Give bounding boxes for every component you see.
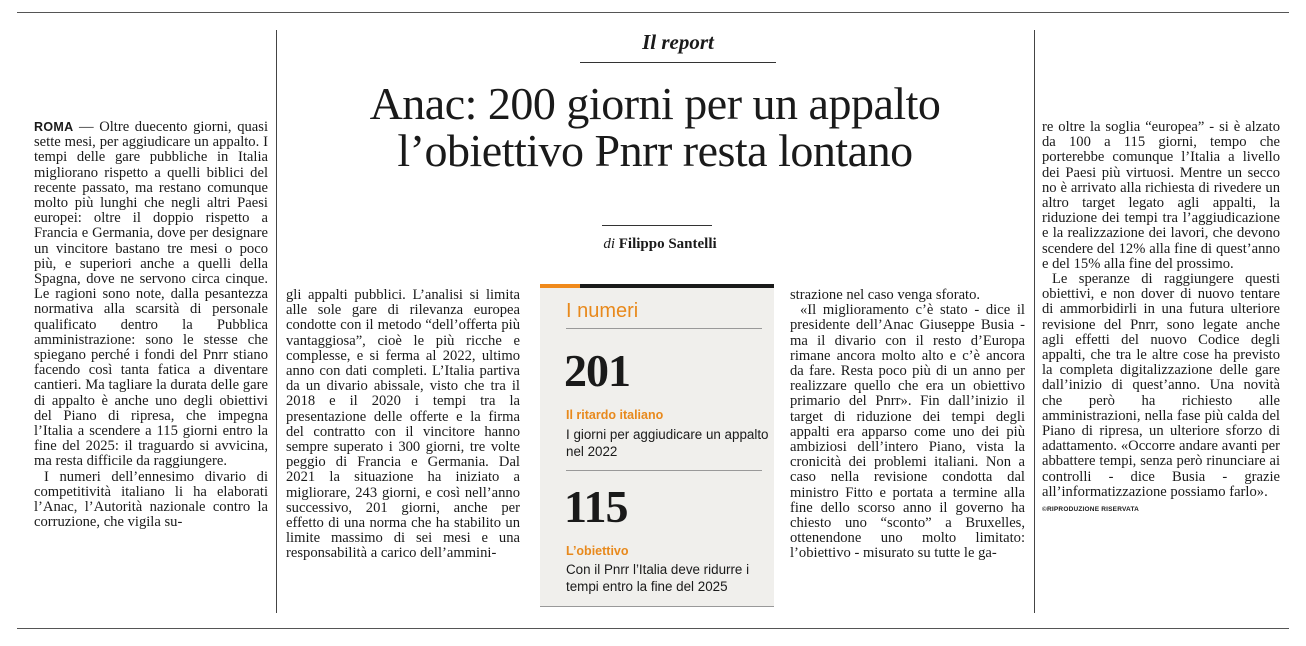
article-paragraph: «Il miglioramento c’è stato - dice il presidente dell’Anac Giuseppe Busia - ma il divario con il resto d’Europa rimane ancora molto alto e c’è ancora da fare. Resta poco più di un anno per realizzare quello che era un obiettivo primario del Pnrr». Fin dall’inizio il target di riduzione dei tempi degli appalti era apparso come uno dei più ambiziosi dell’intero Piano, vista la cronicità dei problemi italiani. Non a caso nella revisione condotta dal ministro Fitto e portata a termine alla fine dello scorso anno il governo ha chiesto uno “sconto” a Bruxelles, ottenendone uno molto limitato: l’obiettivo - misurato su tutte le ga- [790, 302, 1025, 562]
byline [530, 236, 790, 253]
stat-value-115: 115 [564, 481, 628, 532]
headline-line-1: Anac: 200 giorni per un appalto [369, 78, 941, 129]
article-paragraph: I numeri dell’ennesimo divario di competitività italiano li ha elaborati l’Anac, l’Autorità nazionale contro la corruzione, che vigila su- [34, 468, 268, 531]
kicker-rule [580, 62, 776, 63]
stat-text-obiettivo: Con il Pnrr l’Italia deve ridurre i tempi entro la fine del 2025 [566, 562, 750, 594]
article-paragraph: Le speranze di raggiungere questi obiettivi, e non dover di nuovo tentare di ammorbidirli in una futura ulteriore revisione del Pnrr, sono legate anche agli effetti del nuovo Codice degli appalti, che tra le altre cose ha previsto la completa digitalizzazione delle gare dall’inizio di quest’anno. Una novità che però ha richiesto alle amministrazioni, nella fase più calda del Piano di ripresa, un ulteriore sforzo di adattamento. «Occorre andare avanti per abbattere tempi, senza però rinunciare ai controlli - dice Busia - grazie all’informatizzazione possiamo farlo». [1042, 271, 1280, 500]
byline-author: Filippo Santelli [618, 236, 717, 252]
box-accent-bar [540, 284, 580, 288]
bottom-rule [17, 628, 1289, 629]
stat-value-201: 201 [564, 345, 630, 396]
article-paragraph: re oltre la soglia “europea” - si è alzato da 100 a 115 giorni, tempo che porterebbe comunque l’Italia a livello dei Paesi più virtuosi. Mentre un secco no è arrivato alla richiesta di rivedere un altro target legato agli appalti, la riduzione dei tempi tra l’aggiudicazione e la realizzazione dei lavori, che devono scendere del 12% alla fine di quest’anno e del 15% alla fine del prossimo. [1042, 120, 1280, 272]
article-column-2 [286, 288, 520, 612]
copyright-notice: ©RIPRODUZIONE RISERVATA [1042, 506, 1140, 514]
top-rule [17, 12, 1289, 13]
box-top-bar [580, 284, 774, 288]
numbers-box [540, 284, 774, 607]
article-paragraph: gli appalti pubblici. L’analisi si limita alle sole gare di rilevanza europea condotte con il metodo “dell’offerta più vantaggiosa”, cioè le più ricche e complesse, e si ferma al 2022, ultimo anno con dati completi. L’Italia partiva da un divario abissale, visto che tra il 2018 e il 2020 i tempi tra la presentazione delle offerte e la firma del contratto con il vincitore hanno sempre superato i 300 giorni, tre volte peggio di Francia e Germania. Dal 2021 la situazione ha iniziato a migliorare, 243 giorni, e così nell’anno successivo, 201 giorni, anche per effetto di una norma che ha stabilito un limite massimo di sei mesi e una responsabilità a carico dell’ammini- [286, 288, 520, 562]
headline-line-2: l’obiettivo Pnrr resta lontano [397, 125, 913, 176]
stat-label-obiettivo: L’obiettivo [566, 544, 629, 558]
article-paragraph: ROMA — Oltre duecento giorni, quasi sette mesi, per aggiudicare un appalto. I tempi delle gare pubbliche in Italia migliorano rispetto a quelli biblici del recente passato, ma restano comunque molto più lunghi che negli altri Paesi europei: oltre il doppio rispetto a Francia e Germania, dove per designare un vincitore bastano tre mesi o poco più, e superiori anche a quelli della Spagna, dove ne servono circa cinque. Le ragioni sono note, dalla pesantezza normativa alla scarsità di personale qualificato dentro la Pubblica amministrazione: sono le stesse che spiegano perché i fondi del Pnrr stiano facendo così tanta fatica a diventare cantieri. Ma tagliare la durata delle gare di appalto è anche uno degli obiettivi del Piano di ripresa, che impegna l’Italia a scendere a 115 giorni entro la fine del 2025: il traguardo si avvicina, ma resta difficile da raggiungere. [34, 120, 268, 470]
headline [290, 80, 1020, 174]
box-title-rule [566, 328, 762, 329]
byline-prefix: di [603, 236, 615, 252]
section-kicker: Il report [642, 30, 714, 54]
article-paragraph: strazione nel caso venga sforato. [790, 288, 981, 303]
article-column-4 [1042, 120, 1280, 614]
article-column-3 [790, 288, 1025, 612]
stat-text-ritardo: I giorni per aggiudicare un appalto nel 2022 [566, 427, 769, 459]
box-divider [566, 470, 762, 471]
column-divider-left [276, 30, 277, 613]
article-column-1 [34, 120, 268, 610]
byline-rule [602, 225, 712, 226]
stat-label-ritardo: Il ritardo italiano [566, 408, 664, 422]
dateline: ROMA [34, 120, 74, 134]
column-divider-right [1034, 30, 1035, 613]
box-title: I numeri [566, 300, 639, 322]
